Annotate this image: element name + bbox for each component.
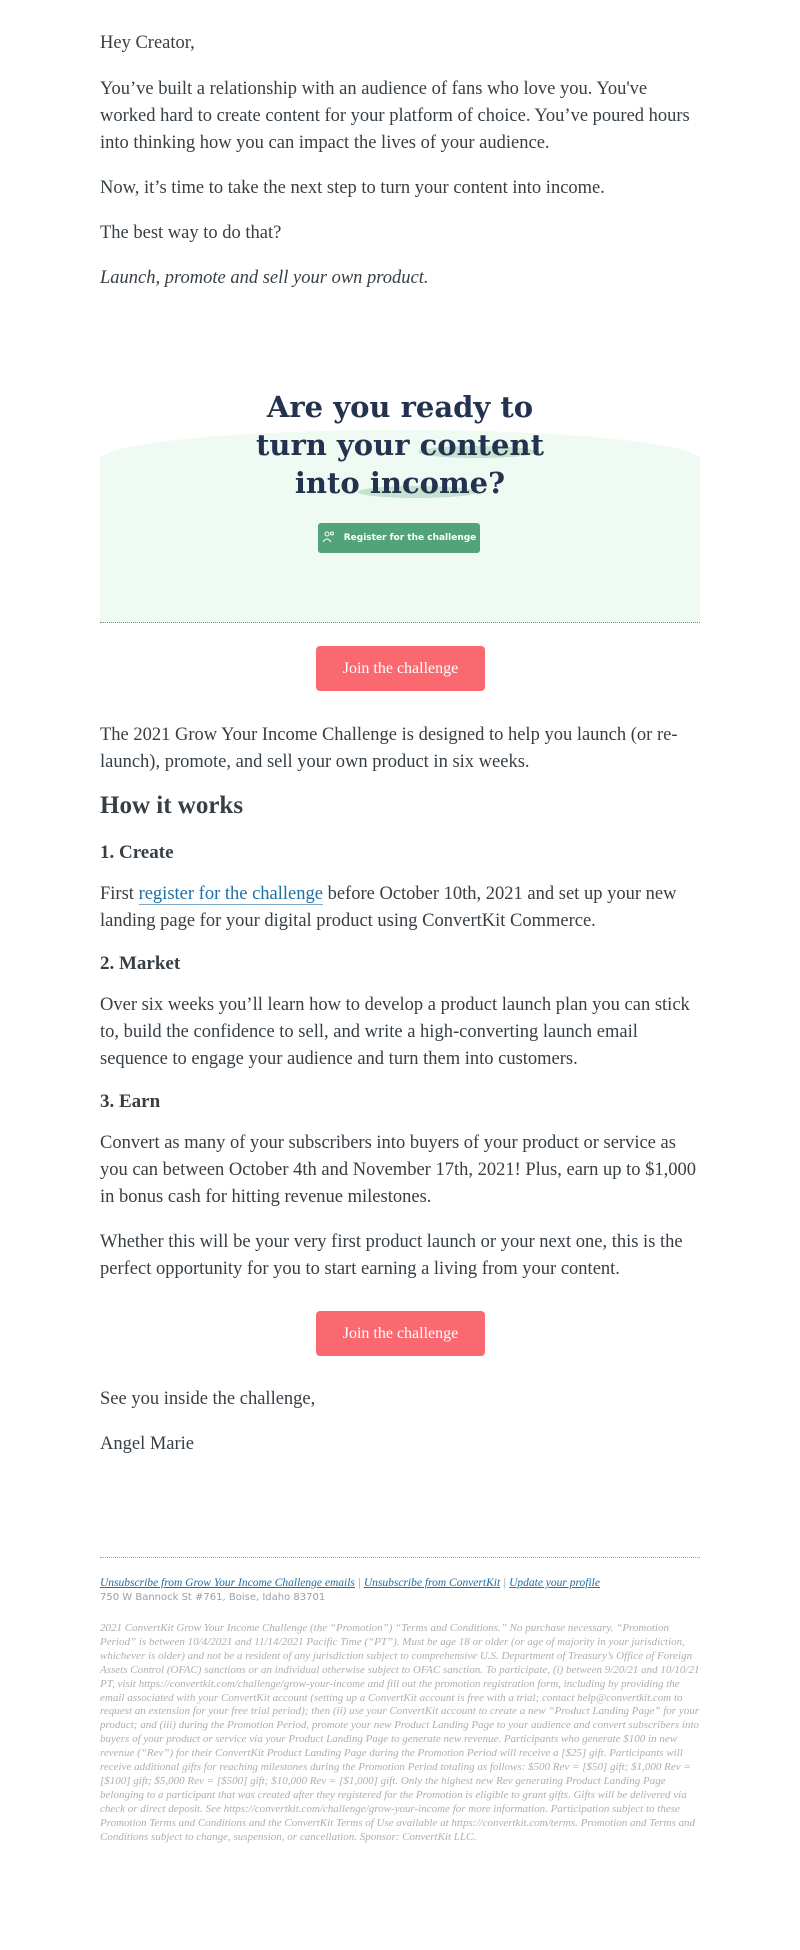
hero-title-line: turn your content (255, 428, 544, 462)
footer-divider (100, 1557, 700, 1558)
hero-title-line: Are you ready to (266, 390, 534, 424)
hero-title (100, 388, 700, 502)
update-profile-link[interactable]: Update your profile (509, 1577, 600, 1589)
unsubscribe-convertkit-link[interactable]: Unsubscribe from ConvertKit (363, 1577, 501, 1589)
step-text: Over six weeks you’ll learn how to develop a product launch plan you can stick to, build the confidence to sell, and write a high-converting launch email sequence to engage your audience and turn them into customers. (100, 995, 690, 1069)
step-title: 2. Market (100, 953, 181, 974)
hero-banner[interactable] (100, 370, 700, 623)
signoff-name: Angel Marie (100, 1434, 195, 1454)
register-button[interactable] (318, 523, 480, 553)
footer-links (100, 1577, 720, 1589)
unsubscribe-challenge-link[interactable]: Unsubscribe from Grow Your Income Challenge emails (100, 1577, 355, 1589)
footer-address: 750 W Bannock St #761, Boise, Idaho 83701 (100, 1592, 326, 1603)
footer-separator: | (503, 1577, 507, 1589)
people-icon (322, 531, 336, 546)
closing-paragraph: Whether this will be your very first product launch or your next one, this is the perfect opportunity for you to start earning a living from your content. (100, 1232, 683, 1279)
register-button-label: Register for the challenge (343, 533, 477, 543)
step-text-prefix: First (100, 884, 139, 904)
footer-separator: | (357, 1577, 361, 1589)
intro-tagline: Launch, promote and sell your own product. (100, 268, 429, 288)
intro-paragraph: The best way to do that? (100, 223, 282, 243)
register-link[interactable]: register for the challenge (138, 884, 323, 904)
description: The 2021 Grow Your Income Challenge is designed to help you launch (or re-launch), promote, and sell your own product in six weeks. (100, 725, 678, 772)
join-challenge-button[interactable]: Join the challenge (316, 1311, 485, 1356)
signoff-line: See you inside the challenge, (100, 1389, 316, 1409)
hero-divider (100, 622, 700, 623)
step-text (100, 881, 700, 935)
step-title: 1. Create (100, 842, 174, 863)
fine-print: 2021 ConvertKit Grow Your Income Challenge (the “Promotion”) “Terms and Conditions.” No purchase necessary. “Promotion Period” is between 10/4/2021 and 11/14/2021 Pacific Time (“PT”). Must be age 18 or older (or age of majority in your jurisdiction, whichever is older) and not be a resident of any jurisdiction subject to comprehensive U.S. Department of Treasury’s Office of Foreign Assets Control (OFAC) sanctions or an individual otherwise subject to OFAC sanction. To participate, (i) between 9/20/21 and 10/10/21 PT, visit https://convertkit.com/challenge/grow-your-income and fill out the promotion registration form, including by providing the email associated with your ConvertKit account (setting up a ConvertKit account is free with a trial; contact help@convertkit.com to request an extension for your free trial period); then (ii) use your ConvertKit account to create a new “Product Landing Page” for your product; and (iii) during the Promotion Period, promote your new Product Landing Page to your audience and convert subscribers into buyers of your product or service via your Product Landing Page to generate new revenue. Participants who generate $100 in new revenue (“Rev”) for their ConvertKit Product Landing Page during the Promotion Period will receive a [$25] gift. Participants will receive additional gifts for reaching milestones during the Promotion Period totaling as follows: $500 Rev = [$50] gift; $1,000 Rev = [$100] gift; $5,000 Rev = [$500] gift; $10,000 Rev = [$1,000] gift. Only the highest new Rev generating Product Landing Page belonging to a participant that was created after they registered for the Promotion is eligible to grant gifts. Gifts will be delivered via check or direct deposit. See https://convertkit.com/challenge/grow-your-income for more information. Participation subject to these Promotion Terms and Conditions and the ConvertKit Terms of Use available at https://convertkit.com/terms. Promotion and Terms and Conditions subject to change, suspension, or cancellation. Sponsor: ConvertKit LLC. (100, 1622, 700, 1843)
step-title: 3. Earn (100, 1091, 161, 1112)
greeting: Hey Creator, (100, 33, 195, 53)
intro-paragraph: You’ve built a relationship with an audience of fans who love you. You've worked hard to create content for your platform of choice. You’ve poured hours into thinking how you can impact the lives of your audience. (100, 79, 690, 153)
step-text: Convert as many of your subscribers into buyers of your product or service as you can between October 4th and November 17th, 2021! Plus, earn up to $1,000 in bonus cash for hitting revenue milestones. (100, 1133, 696, 1207)
how-it-works-heading: How it works (100, 792, 244, 819)
hero-title-line: into income? (294, 466, 506, 500)
intro-paragraph: Now, it’s time to take the next step to turn your content into income. (100, 178, 605, 198)
join-challenge-button[interactable]: Join the challenge (316, 646, 485, 691)
step-text-suffix: before October 10th, 2021 and set up your new landing page for your digital product using ConvertKit Commerce. (100, 884, 677, 931)
